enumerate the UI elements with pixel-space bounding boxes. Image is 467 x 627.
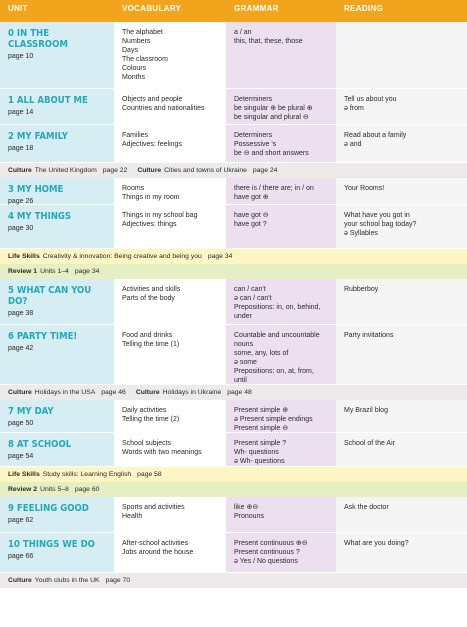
unit-title: 4 MY THINGS bbox=[8, 211, 72, 222]
vocabulary-item: Things in my school bag bbox=[122, 212, 198, 219]
vocabulary-item: Health bbox=[122, 513, 143, 520]
grammar-cell bbox=[226, 205, 336, 248]
life-text: Study skills: Learning English bbox=[42, 471, 132, 478]
unit-row bbox=[0, 533, 467, 573]
grammar-item: Pronouns bbox=[234, 513, 264, 520]
life-page: page 58 bbox=[137, 471, 162, 478]
culture-label: Culture bbox=[8, 167, 32, 174]
unit-page: page 10 bbox=[8, 53, 34, 60]
grammar-item: Wh- questions bbox=[234, 449, 279, 456]
life-strip bbox=[0, 467, 467, 482]
grammar-item: ə Wh- questions bbox=[234, 458, 285, 465]
reading-item: Your Rooms! bbox=[344, 185, 385, 192]
unit-row bbox=[0, 205, 467, 249]
culture-page: page 22 bbox=[102, 167, 128, 174]
reading-item: What have you got in bbox=[344, 212, 410, 219]
reading-cell bbox=[336, 178, 467, 204]
reading-item: ə and bbox=[344, 141, 362, 148]
vocabulary-item: Telling the time (2) bbox=[122, 416, 180, 423]
grammar-item: Prepositions: on, at, from, bbox=[234, 368, 314, 375]
unit-page: page 54 bbox=[8, 453, 34, 460]
unit-row bbox=[0, 400, 467, 433]
grammar-item: Determiners bbox=[234, 96, 273, 103]
unit-page: page 62 bbox=[8, 517, 34, 524]
grammar-cell bbox=[226, 89, 336, 124]
reading-item: Party invitations bbox=[344, 332, 394, 339]
vocabulary-item: Activities and skills bbox=[122, 286, 181, 293]
grammar-item: be singular ⊕ be plural ⊕ bbox=[234, 105, 313, 112]
vocabulary-item: Objects and people bbox=[122, 96, 183, 103]
grammar-item: ə Present simple endings bbox=[234, 416, 313, 423]
grammar-item: until bbox=[234, 377, 247, 384]
vocabulary-item: Jobs around the house bbox=[122, 549, 194, 556]
grammar-item: Present simple ⊕ bbox=[234, 407, 289, 414]
grammar-cell bbox=[226, 279, 336, 324]
grammar-item: Possessive 's bbox=[234, 141, 277, 148]
culture-text: Holidays in the USA bbox=[34, 389, 96, 396]
culture-text: Cities and towns of Ukraine bbox=[164, 167, 247, 174]
vocabulary-cell bbox=[114, 400, 226, 432]
unit-row bbox=[0, 279, 467, 325]
unit-title: 7 MY DAY bbox=[8, 406, 54, 417]
reading-item: your school bag today? bbox=[344, 221, 417, 228]
culture-text: Youth clubs in the UK bbox=[34, 577, 100, 584]
culture-strip bbox=[0, 163, 467, 178]
review-page: page 34 bbox=[74, 268, 100, 275]
review-text: Units 5–8 bbox=[40, 486, 69, 493]
grammar-item: some, any, lots of bbox=[234, 350, 289, 357]
vocabulary-item: The classroom bbox=[122, 56, 168, 63]
vocabulary-item: Families bbox=[122, 132, 149, 139]
contents-table bbox=[0, 22, 467, 588]
reading-cell bbox=[336, 533, 467, 572]
vocabulary-item: Telling the time (1) bbox=[122, 341, 180, 348]
vocabulary-item: Sports and activities bbox=[122, 504, 185, 511]
vocabulary-cell bbox=[114, 533, 226, 572]
grammar-cell bbox=[226, 125, 336, 162]
grammar-cell bbox=[226, 433, 336, 466]
unit-cell bbox=[0, 497, 114, 532]
reading-item: Ask the doctor bbox=[344, 504, 389, 511]
reading-item: What are you doing? bbox=[344, 540, 409, 547]
header-grammar: GRAMMAR bbox=[234, 4, 279, 13]
reading-cell bbox=[336, 125, 467, 162]
vocabulary-cell bbox=[114, 178, 226, 204]
unit-page: page 42 bbox=[8, 345, 34, 352]
header-vocabulary: VOCABULARY bbox=[122, 4, 182, 13]
reading-cell bbox=[336, 400, 467, 432]
unit-row bbox=[0, 89, 467, 125]
vocabulary-item: Numbers bbox=[122, 38, 151, 45]
grammar-item: Present continuous ? bbox=[234, 549, 300, 556]
review-strip bbox=[0, 264, 467, 279]
unit-cell bbox=[0, 89, 114, 124]
vocabulary-cell bbox=[114, 433, 226, 466]
vocabulary-item: Parts of the body bbox=[122, 295, 175, 302]
reading-cell bbox=[336, 22, 467, 88]
unit-title: 2 MY FAMILY bbox=[8, 131, 68, 142]
vocabulary-cell bbox=[114, 89, 226, 124]
reading-cell bbox=[336, 89, 467, 124]
header-reading: READING bbox=[344, 4, 383, 13]
unit-cell bbox=[0, 205, 114, 248]
grammar-item: there is / there are; in / on bbox=[234, 185, 314, 192]
vocabulary-item: Food and drinks bbox=[122, 332, 173, 339]
vocabulary-item: Countries and nationalities bbox=[122, 105, 205, 112]
reading-item: Read about a family bbox=[344, 132, 407, 139]
grammar-item: Present simple ⊖ bbox=[234, 425, 289, 432]
review-page: page 60 bbox=[74, 486, 100, 493]
culture-label: Culture bbox=[135, 389, 160, 396]
culture-label: Culture bbox=[137, 167, 162, 174]
unit-cell bbox=[0, 533, 114, 572]
grammar-item: be ⊖ and short answers bbox=[234, 150, 309, 157]
review-text: Units 1–4 bbox=[40, 268, 69, 275]
reading-item: Rubberboy bbox=[344, 286, 379, 293]
vocabulary-item: Colours bbox=[122, 65, 147, 72]
grammar-cell bbox=[226, 325, 336, 384]
vocabulary-item: Words with two meanings bbox=[122, 449, 202, 456]
grammar-item: have got ⊕ bbox=[234, 194, 269, 201]
grammar-item: ə can / can't bbox=[234, 295, 272, 302]
culture-page: page 46 bbox=[101, 389, 126, 396]
unit-page: page 30 bbox=[8, 225, 34, 232]
vocabulary-cell bbox=[114, 22, 226, 88]
vocabulary-cell bbox=[114, 125, 226, 162]
culture-page: page 70 bbox=[105, 577, 131, 584]
unit-cell bbox=[0, 325, 114, 384]
reading-cell bbox=[336, 497, 467, 532]
unit-title: 8 AT SCHOOL bbox=[8, 439, 72, 450]
grammar-item: have got ? bbox=[234, 221, 267, 228]
grammar-item: ə some bbox=[234, 359, 257, 366]
review-strip bbox=[0, 482, 467, 497]
grammar-cell bbox=[226, 533, 336, 572]
unit-cell bbox=[0, 400, 114, 432]
grammar-item: Present continuous ⊕⊖ bbox=[234, 540, 308, 547]
vocabulary-item: School subjects bbox=[122, 440, 172, 447]
vocabulary-cell bbox=[114, 325, 226, 384]
grammar-cell bbox=[226, 178, 336, 204]
vocabulary-item: Adjectives: feelings bbox=[122, 141, 182, 148]
culture-strip bbox=[0, 573, 467, 588]
culture-text: Holidays in Ukraine bbox=[162, 389, 222, 396]
grammar-cell bbox=[226, 22, 336, 88]
header-unit: UNIT bbox=[8, 4, 28, 13]
culture-page: page 24 bbox=[252, 167, 278, 174]
reading-item: ə Syllables bbox=[344, 230, 378, 237]
life-label: Life Skills bbox=[8, 471, 40, 478]
table-header bbox=[0, 0, 467, 22]
unit-page: page 50 bbox=[8, 420, 34, 427]
grammar-item: ə Yes / No questions bbox=[234, 558, 298, 565]
life-strip bbox=[0, 249, 467, 264]
vocabulary-item: After-school activities bbox=[122, 540, 189, 547]
reading-item: ə from bbox=[344, 105, 364, 112]
grammar-item: Determiners bbox=[234, 132, 273, 139]
reading-item: School of the Air bbox=[344, 440, 395, 447]
unit-title: 3 MY HOME bbox=[8, 184, 64, 195]
grammar-cell bbox=[226, 400, 336, 432]
unit-cell bbox=[0, 125, 114, 162]
culture-text: The United Kingdom bbox=[34, 167, 97, 174]
vocabulary-item: Daily activities bbox=[122, 407, 167, 414]
culture-page: page 48 bbox=[227, 389, 252, 396]
unit-title: 1 ALL ABOUT ME bbox=[8, 95, 88, 106]
unit-cell bbox=[0, 279, 114, 324]
grammar-item: this, that, these, those bbox=[234, 38, 303, 45]
review-label: Review 2 bbox=[8, 486, 38, 493]
unit-row bbox=[0, 22, 467, 89]
vocabulary-cell bbox=[114, 497, 226, 532]
vocabulary-item: Rooms bbox=[122, 185, 145, 192]
grammar-item: Countable and uncountable bbox=[234, 332, 320, 339]
unit-title: 6 PARTY TIME! bbox=[8, 331, 78, 342]
grammar-item: like ⊕⊖ bbox=[234, 504, 259, 511]
vocabulary-item: Things in my room bbox=[122, 194, 180, 201]
grammar-item: under bbox=[234, 313, 252, 320]
unit-row bbox=[0, 325, 467, 385]
unit-page: page 14 bbox=[8, 109, 34, 116]
unit-row bbox=[0, 433, 467, 467]
life-label: Life Skills bbox=[8, 253, 40, 260]
unit-cell bbox=[0, 178, 114, 204]
unit-title: 0 IN THE CLASSROOM bbox=[8, 28, 68, 50]
vocabulary-item: Days bbox=[122, 47, 138, 54]
unit-row bbox=[0, 178, 467, 205]
grammar-cell bbox=[226, 497, 336, 532]
reading-cell bbox=[336, 205, 467, 248]
unit-title: 10 THINGS WE DO bbox=[8, 539, 95, 550]
grammar-item: be singular and plural ⊖ bbox=[234, 114, 309, 121]
vocabulary-item: Adjectives: things bbox=[122, 221, 177, 228]
life-text: Creativity & innovation: Being creative and being you bbox=[42, 253, 202, 260]
unit-cell bbox=[0, 22, 114, 88]
culture-label: Culture bbox=[8, 577, 32, 584]
grammar-item: a / an bbox=[234, 29, 252, 36]
unit-page: page 38 bbox=[8, 310, 34, 317]
review-label: Review 1 bbox=[8, 268, 38, 275]
grammar-item: Present simple ? bbox=[234, 440, 287, 447]
reading-item: Tell us about you bbox=[344, 96, 397, 103]
vocabulary-cell bbox=[114, 205, 226, 248]
unit-row bbox=[0, 497, 467, 533]
grammar-item: Prepositions: in, on, behind, bbox=[234, 304, 321, 311]
culture-strip bbox=[0, 385, 467, 400]
unit-title: 9 FEELING GOOD bbox=[8, 503, 89, 514]
grammar-item: nouns bbox=[234, 341, 254, 348]
grammar-item: can / can't bbox=[234, 286, 266, 293]
grammar-item: have got ⊖ bbox=[234, 212, 269, 219]
unit-page: page 26 bbox=[8, 198, 34, 205]
reading-item: My Brazil blog bbox=[344, 407, 388, 414]
unit-page: page 18 bbox=[8, 145, 34, 152]
reading-cell bbox=[336, 279, 467, 324]
life-page: page 34 bbox=[207, 253, 233, 260]
reading-cell bbox=[336, 325, 467, 384]
culture-label: Culture bbox=[8, 389, 32, 396]
vocabulary-item: Months bbox=[122, 74, 145, 81]
reading-cell bbox=[336, 433, 467, 466]
unit-cell bbox=[0, 433, 114, 466]
unit-title: 5 WHAT CAN YOU DO? bbox=[8, 285, 92, 307]
unit-row bbox=[0, 125, 467, 163]
vocabulary-cell bbox=[114, 279, 226, 324]
vocabulary-item: The alphabet bbox=[122, 29, 163, 36]
unit-page: page 66 bbox=[8, 553, 34, 560]
